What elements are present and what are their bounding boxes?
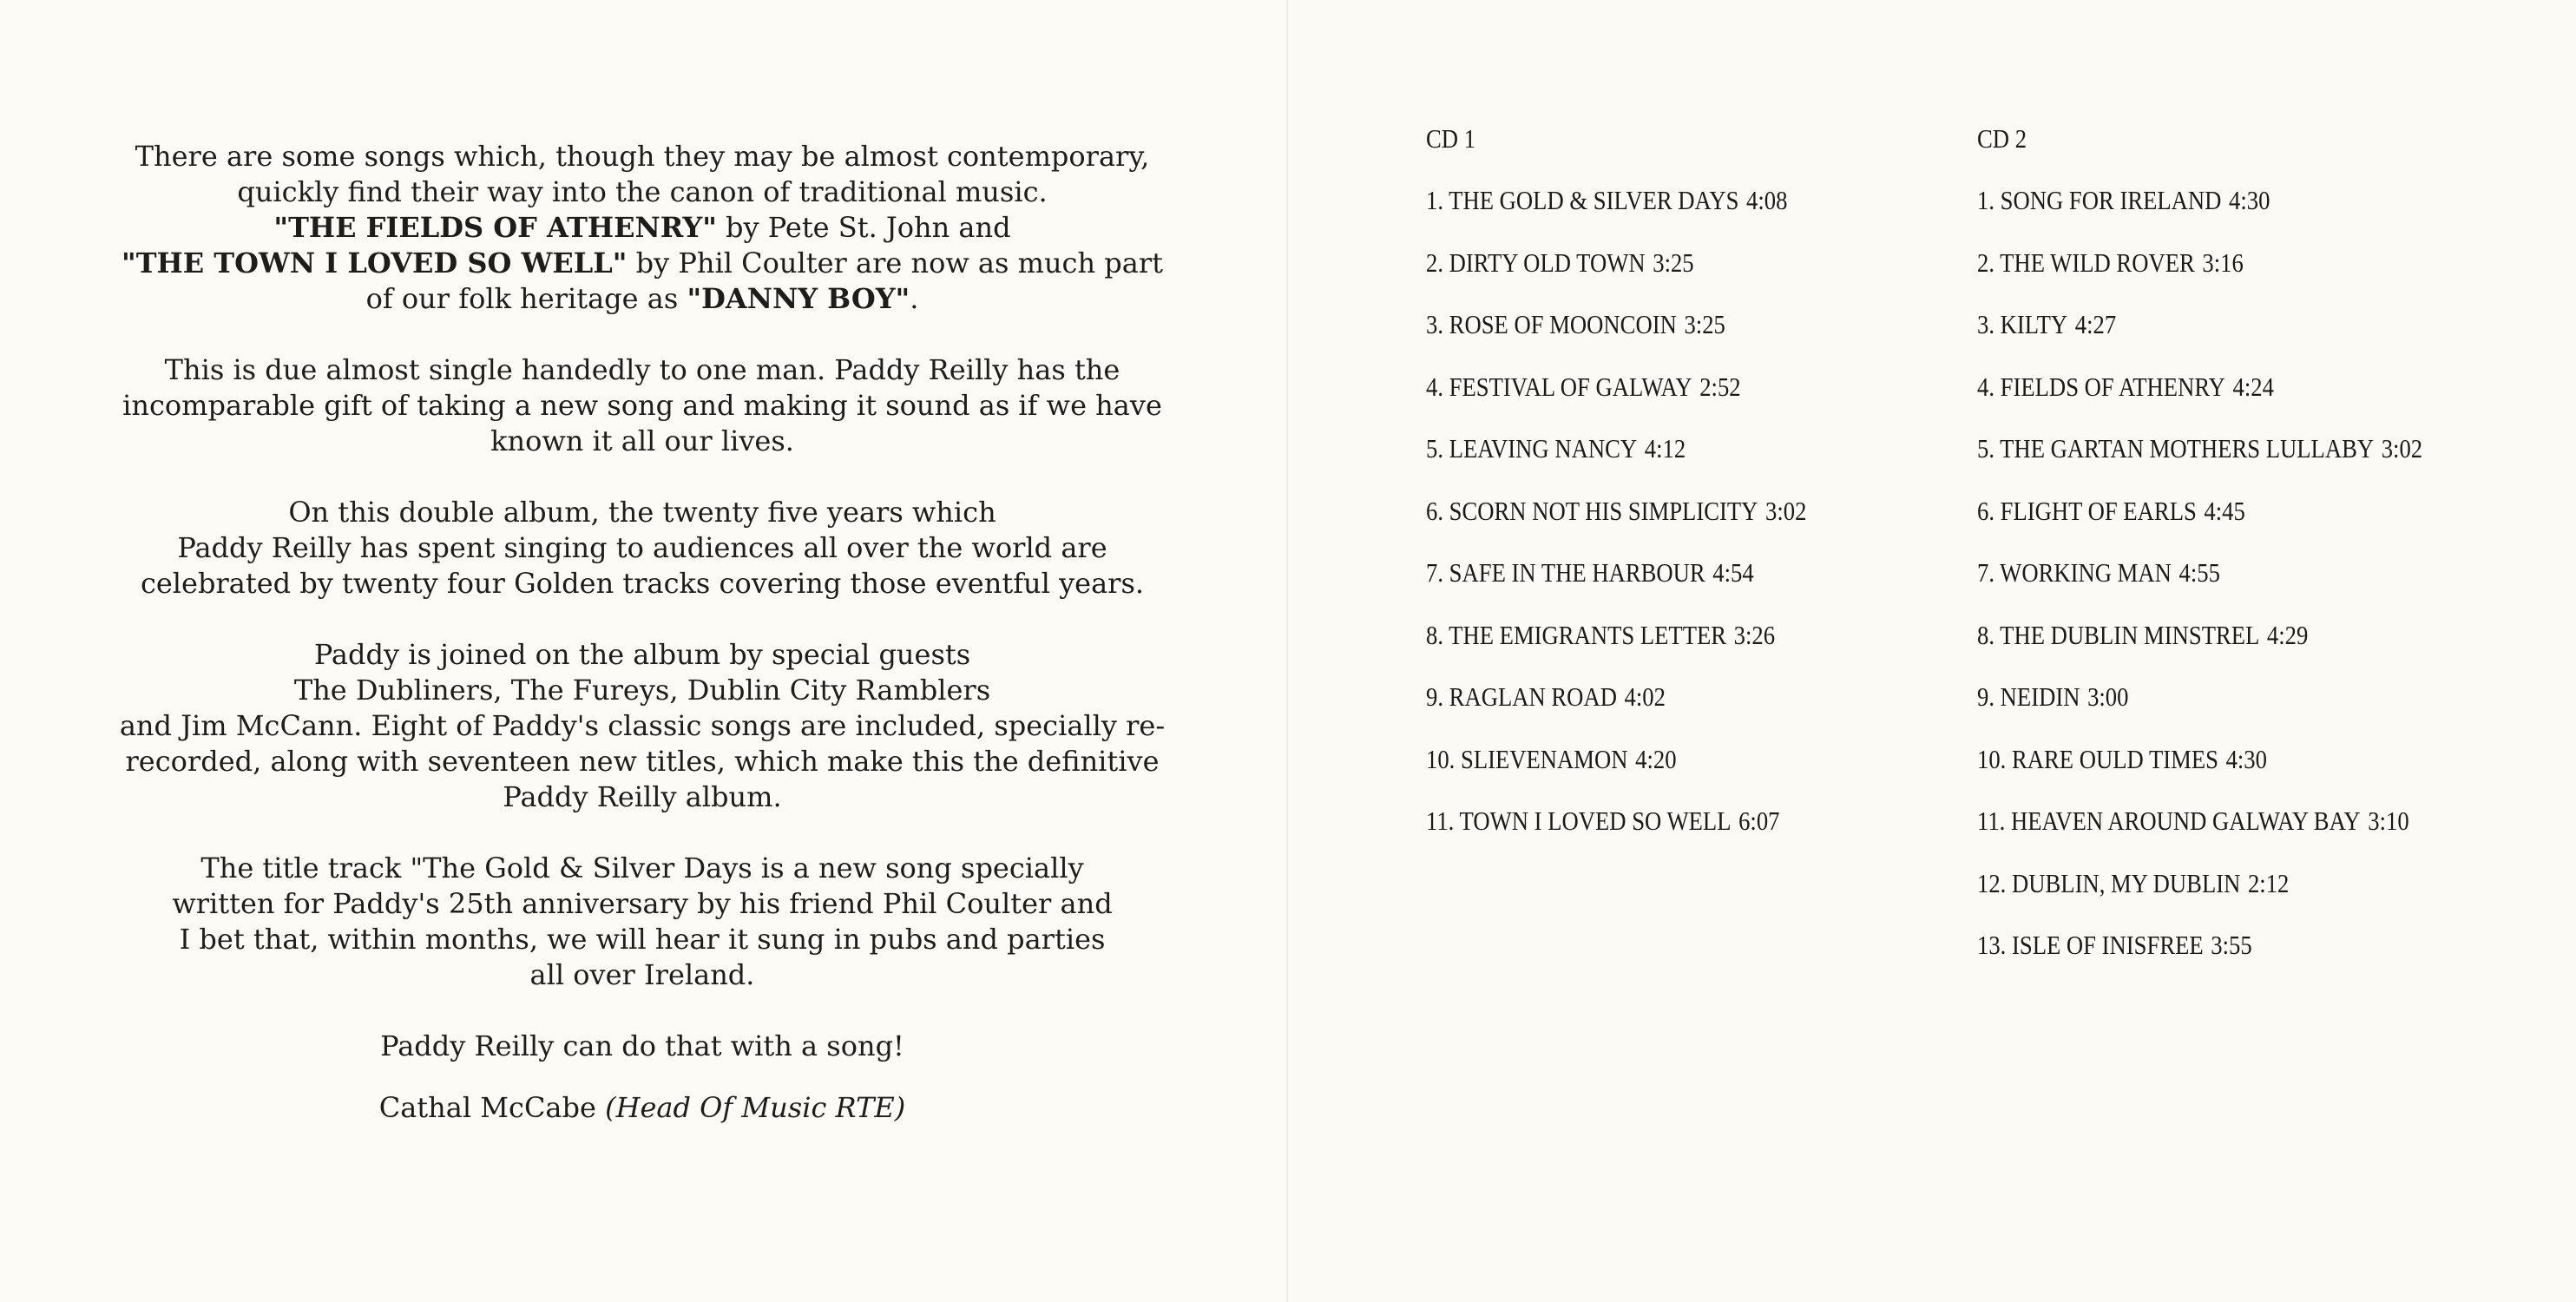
signature-title: (Head Of Music RTE): [605, 1091, 906, 1124]
liner-line: Paddy Reilly album.: [503, 780, 782, 813]
liner-line: written for Paddy's 25th anniversary by his friend Phil Coulter and: [172, 887, 1113, 920]
track-duration: 3:10: [2368, 806, 2409, 836]
track-item: [1977, 307, 2422, 370]
track-item: [1977, 431, 2422, 494]
cd1-heading: CD 1: [1426, 123, 1476, 154]
track-item: [1426, 307, 1806, 370]
track-title: 12. DUBLIN, MY DUBLIN: [1977, 867, 2241, 898]
track-item: [1426, 742, 1806, 805]
track-item: [1426, 183, 1806, 246]
track-title: 10. RARE OULD TIMES: [1977, 743, 2218, 774]
track-title: 11. HEAVEN AROUND GALWAY BAY: [1977, 806, 2361, 836]
cd1-tracklist: [1426, 122, 1806, 866]
song-title-fields-of-athenry: "THE FIELDS OF ATHENRY": [273, 211, 717, 244]
track-duration: 4:29: [2266, 619, 2309, 650]
liner-text: of our folk heritage as: [365, 282, 687, 315]
track-duration: 4:08: [1746, 185, 1788, 215]
track-item: [1426, 556, 1806, 618]
track-title: 6. SCORN NOT HIS SIMPLICITY: [1426, 495, 1758, 526]
track-duration: 4:02: [1624, 681, 1666, 712]
track-item: [1426, 246, 1806, 308]
track-title: 7. WORKING MAN: [1977, 557, 2172, 588]
track-duration: 4:45: [2204, 495, 2245, 526]
track-duration: 3:02: [2381, 433, 2423, 464]
track-title: 6. FLIGHT OF EARLS: [1977, 495, 2197, 526]
track-duration: 3:16: [2202, 247, 2244, 278]
track-item: [1977, 183, 2422, 246]
liner-line: This is due almost single handedly to one man. Paddy Reilly has the: [164, 353, 1120, 386]
liner-line: quickly find their way into the canon of traditional music.: [237, 175, 1048, 208]
liner-line: There are some songs which, though they may be almost contemporary,: [135, 140, 1150, 173]
liner-line: [35, 281, 1250, 317]
track-duration: 4:54: [1712, 557, 1754, 588]
track-item: [1977, 866, 2422, 929]
track-title: 2. DIRTY OLD TOWN: [1426, 247, 1646, 278]
track-title: 3. ROSE OF MOONCOIN: [1426, 309, 1677, 339]
liner-line: On this double album, the twenty five years which: [288, 496, 996, 529]
track-item: [1977, 928, 2422, 990]
track-title: 7. SAFE IN THE HARBOUR: [1426, 557, 1705, 588]
liner-notes: [35, 139, 1250, 1126]
track-title: 2. THE WILD ROVER: [1977, 247, 2195, 278]
track-item: [1977, 742, 2422, 805]
track-duration: 3:25: [1653, 247, 1694, 278]
signature: [35, 1090, 1250, 1126]
track-duration: 6:07: [1738, 806, 1780, 836]
liner-line: Paddy is joined on the album by special guests: [313, 638, 971, 671]
track-title: 1. THE GOLD & SILVER DAYS: [1426, 185, 1739, 215]
liner-text: by Pete St. John and: [716, 211, 1011, 244]
track-duration: 4:20: [1635, 743, 1677, 774]
liner-line: incomparable gift of taking a new song and making it sound as if we have: [122, 389, 1162, 422]
liner-line: all over Ireland.: [529, 958, 755, 991]
track-title: 5. LEAVING NANCY: [1426, 433, 1638, 464]
track-duration: 3:25: [1684, 309, 1725, 339]
track-duration: 4:55: [2178, 557, 2220, 588]
track-duration: 3:55: [2211, 930, 2252, 960]
track-title: 9. NEIDIN: [1977, 681, 2080, 712]
track-duration: 2:12: [2247, 867, 2290, 898]
liner-closing: Paddy Reilly can do that with a song!: [380, 1029, 904, 1062]
track-item: [1977, 680, 2422, 742]
liner-line: Paddy Reilly has spent singing to audiences all over the world are: [177, 531, 1107, 564]
track-duration: 4:12: [1644, 433, 1686, 464]
liner-line: I bet that, within months, we will hear it sung in pubs and parties: [179, 923, 1106, 956]
song-title-danny-boy: "DANNY BOY": [687, 282, 910, 315]
track-item: [1426, 618, 1806, 681]
liner-line: The Dubliners, The Fureys, Dublin City Ramblers: [293, 674, 991, 707]
track-title: 10. SLIEVENAMON: [1426, 743, 1628, 774]
track-title: 3. KILTY: [1977, 309, 2068, 339]
track-item: [1426, 680, 1806, 742]
track-item: [1977, 556, 2422, 618]
track-duration: 3:00: [2087, 681, 2129, 712]
track-item: [1977, 246, 2422, 308]
track-duration: 4:27: [2074, 309, 2117, 339]
track-item: [1426, 804, 1806, 866]
track-item: [1977, 804, 2422, 866]
track-item: [1426, 494, 1806, 556]
liner-line: celebrated by twenty four Golden tracks covering those eventful years.: [140, 567, 1145, 600]
track-title: 8. THE EMIGRANTS LETTER: [1426, 619, 1727, 650]
track-duration: 4:30: [2225, 743, 2267, 774]
track-duration: 3:02: [1765, 495, 1807, 526]
track-title: 8. THE DUBLIN MINSTREL: [1977, 619, 2260, 650]
track-title: 11. TOWN I LOVED SO WELL: [1426, 806, 1732, 836]
track-title: 9. RAGLAN ROAD: [1426, 681, 1617, 712]
track-item: [1977, 370, 2422, 432]
track-duration: 3:26: [1733, 619, 1776, 650]
liner-text: .: [910, 282, 919, 315]
cd2-heading: CD 2: [1977, 123, 2027, 154]
track-title: 4. FIELDS OF ATHENRY: [1977, 371, 2225, 402]
liner-line: [35, 246, 1250, 281]
track-title: 1. SONG FOR IRELAND: [1977, 185, 2222, 215]
liner-text: by Phil Coulter are now as much part: [627, 247, 1163, 279]
track-duration: 4:24: [2232, 371, 2274, 402]
song-title-town-i-loved: "THE TOWN I LOVED SO WELL": [122, 247, 628, 279]
liner-line: and Jim McCann. Eight of Paddy's classic songs are included, specially re-: [119, 709, 1166, 742]
track-duration: 2:52: [1699, 371, 1741, 402]
track-title: 4. FESTIVAL OF GALWAY: [1426, 371, 1692, 402]
liner-line: recorded, along with seventeen new titles, which make this the definitive: [125, 745, 1160, 778]
track-item: [1977, 494, 2422, 556]
cd2-tracklist: [1977, 122, 2422, 990]
track-item: [1426, 431, 1806, 494]
track-title: 5. THE GARTAN MOTHERS LULLABY: [1977, 433, 2375, 464]
liner-line: The title track "The Gold & Silver Days is a new song specially: [200, 852, 1084, 884]
signature-name: Cathal McCabe: [378, 1091, 606, 1124]
track-item: [1977, 618, 2422, 681]
track-duration: 4:30: [2229, 185, 2270, 215]
track-title: 13. ISLE OF INISFREE: [1977, 930, 2204, 960]
liner-line: known it all our lives.: [490, 424, 794, 457]
track-item: [1426, 370, 1806, 432]
liner-line: [35, 210, 1250, 246]
